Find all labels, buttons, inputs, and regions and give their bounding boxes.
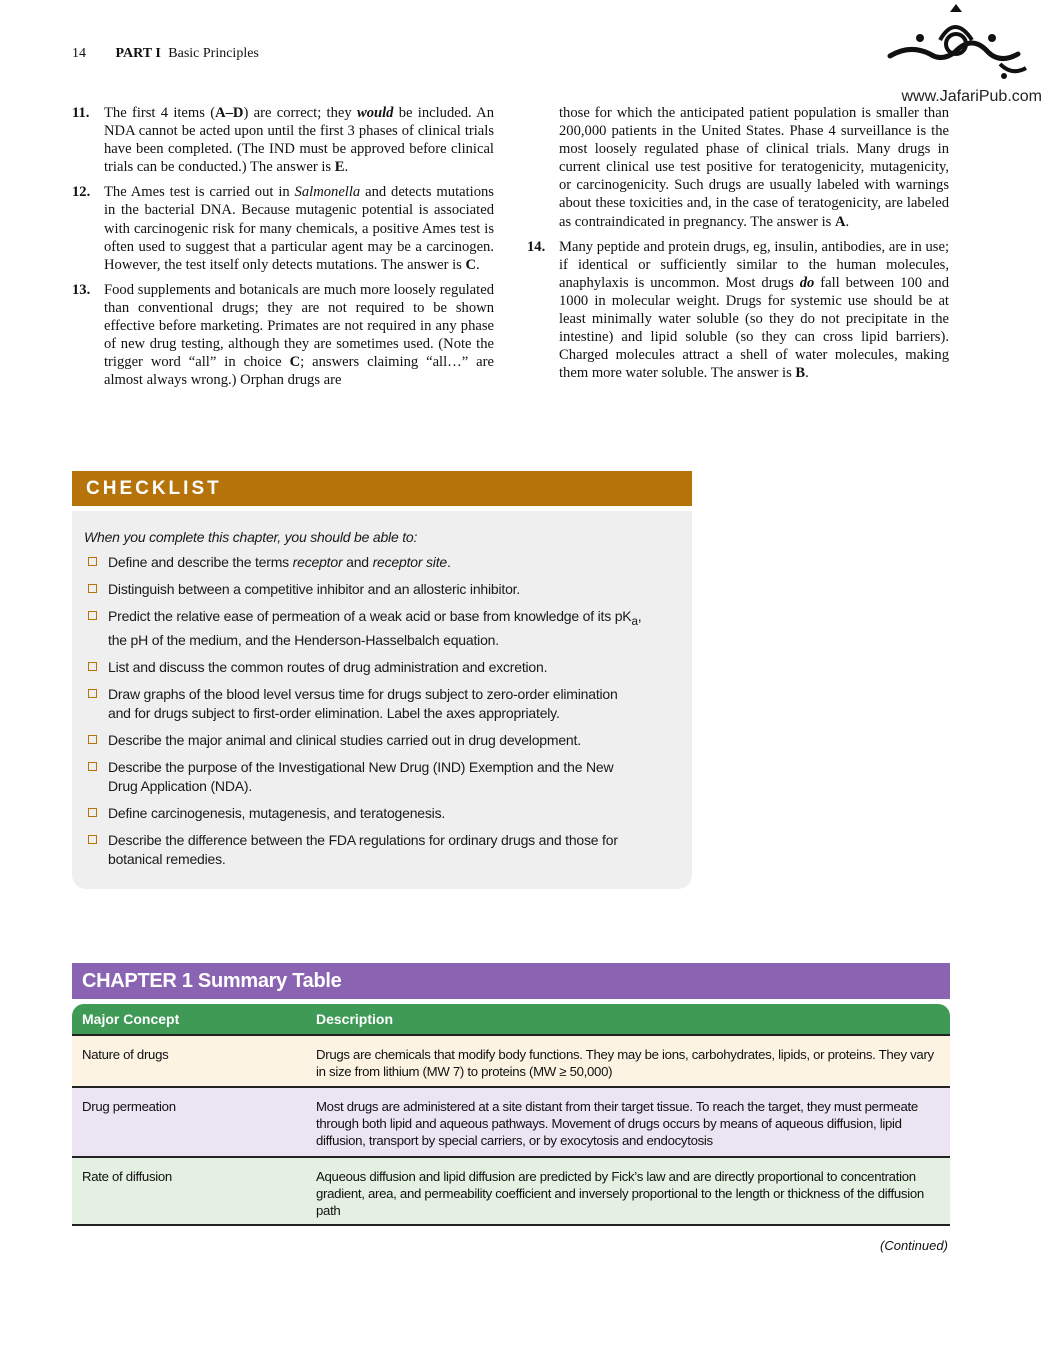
answer-number: 13. — [72, 281, 91, 298]
checkbox-icon — [88, 835, 97, 844]
table-row — [72, 1086, 950, 1156]
part-title: Basic Principles — [168, 46, 259, 61]
answer-number: 14. — [527, 238, 546, 255]
checklist-item-text: List and discuss the common routes of drug administration and excretion. — [108, 658, 548, 675]
checklist-item — [84, 553, 678, 572]
checklist-item — [84, 658, 678, 677]
checkbox-icon — [88, 762, 97, 771]
checklist-item-text: Describe the difference between the FDA regulations for ordinary drugs and those for botanical remedies. — [108, 831, 618, 867]
checklist-item-text: Describe the major animal and clinical studies carried out in drug development. — [108, 731, 581, 748]
answer-paragraph — [72, 183, 494, 273]
checklist-item-text: Draw graphs of the blood level versus time for drugs subject to zero-order elimination and for drugs subject to first-order elimination. Label the axes appropriately. — [108, 685, 618, 721]
checklist-items — [84, 553, 678, 869]
header-description: Description — [316, 1011, 394, 1027]
summary-table-header — [72, 1004, 950, 1034]
publisher-logo — [874, 4, 1044, 109]
row-concept: Rate of diffusion — [82, 1169, 172, 1184]
answer-number: 12. — [72, 184, 91, 201]
summary-table-title: CHAPTER 1 Summary Table — [72, 963, 950, 999]
row-concept: Nature of drugs — [82, 1047, 169, 1062]
checklist-item — [84, 685, 678, 723]
checkbox-icon — [88, 735, 97, 744]
checklist-item — [84, 804, 678, 823]
checkbox-icon — [88, 557, 97, 566]
checklist-item-text: Define and describe the terms receptor and receptor site. — [108, 554, 451, 570]
table-row — [72, 1034, 950, 1086]
checklist-item — [84, 731, 678, 750]
row-description: Aqueous diffusion and lipid diffusion are predicted by Fick’s law and are directly proportional to concentration gradient, area, and permeability coefficient and inversely proportional to the length or thickness of the diffusion path — [316, 1169, 924, 1218]
answer-paragraph — [72, 281, 494, 390]
checklist-item — [84, 831, 678, 869]
summary-table — [72, 1004, 950, 1226]
checklist-item — [84, 607, 678, 650]
header-major-concept: Major Concept — [82, 1011, 180, 1027]
checkbox-icon — [88, 584, 97, 593]
checklist-intro: When you complete this chapter, you should be able to: — [84, 529, 418, 545]
answer-text: those for which the anticipated patient population is smaller than 200,000 patients in the United States. Phase 4 surveillance is the most loosely regulated phase of clinical trials. Many drugs in current clinical use test positive for teratogenicity, mutagenicity, or carcinogenicity. Such drugs are usually labeled with warnings about these toxicities and, in the case of teratogenicity, are labeled as contraindicated in pregnancy. The answer is A. — [559, 105, 949, 230]
answer-paragraph — [527, 238, 949, 383]
answer-paragraph — [527, 104, 949, 231]
checkbox-icon — [88, 611, 97, 620]
page-number: 14 — [72, 46, 86, 61]
answer-text: The first 4 items (A–D) are correct; they would be included. An NDA cannot be acted upon until the first 3 phases of clinical trials have been completed. (The IND must be approved before clinical trials can be conducted.) The answer is E. — [104, 105, 495, 176]
row-description: Drugs are chemicals that modify body functions. They may be ions, carbohydrates, lipids, or proteins. They vary in size from lithium (MW 7) to proteins (MW ≥ 50,000) — [316, 1047, 934, 1079]
table-row — [72, 1156, 950, 1226]
running-header — [72, 46, 259, 62]
answer-text: Many peptide and protein drugs, eg, insulin, antibodies, are in use; if identical or sufficiently similar to the human molecules, anaphylaxis is uncommon. Most drugs do fall between 100 and 1000 in molecular weight. Drugs for systemic use should be at least minimally water soluble (so they do not precipitate in the intestine) and lipid soluble (so they can cross lipid barriers). Charged molecules attract a shell of water molecules, making them more water soluble. The answer is B. — [559, 238, 949, 382]
row-concept: Drug permeation — [82, 1099, 176, 1114]
checklist-title: CHECKLIST — [72, 471, 692, 506]
answers-left-column — [72, 104, 494, 396]
answer-text: Food supplements and botanicals are much more loosely regulated than conventional drugs; they are not required to be shown effective before marketing. Primates are not required in any phase of new drug testing, although they are sometimes used. (Note the trigger word “all” in choice C; answers claiming “all…” are almost always wrong.) Orphan drugs are — [104, 281, 494, 389]
publisher-url: www.JafariPub.com — [901, 88, 1042, 105]
checklist-item — [84, 580, 678, 599]
checklist-item-text: Distinguish between a competitive inhibitor and an allosteric inhibitor. — [108, 581, 521, 597]
checklist-panel — [72, 511, 692, 889]
row-description: Most drugs are administered at a site distant from their target tissue. To reach the target, they must permeate through both lipid and aqueous pathways. Movement of drugs occurs by means of aqueous diffusion, lipid diffusion, transport by special carriers, or by exocytosis and endocytosis — [316, 1099, 918, 1148]
part-label: PART I — [115, 46, 161, 61]
answers-right-column — [527, 104, 949, 389]
answer-text: The Ames test is carried out in Salmonella and detects mutations in the bacterial DNA. Because mutagenic potential is associated with carcinogenic risk for many chemicals, a positive Ames test is often used to suggest that a particular agent may be a carcinogen. However, the test itself only detects mutations. The answer is C. — [104, 184, 494, 273]
publisher-logo-mark — [880, 4, 1030, 86]
checklist-item-text: Predict the relative ease of permeation of a weak acid or base from knowledge of its $pK_a$, the pH of the medium, and the Henderson-Hasselbalch equation. — [108, 608, 642, 648]
continued-note: (Continued) — [880, 1238, 948, 1253]
checkbox-icon — [88, 662, 97, 671]
checkbox-icon — [88, 808, 97, 817]
answer-number: 11. — [72, 105, 90, 121]
checkbox-icon — [88, 689, 97, 698]
checklist-item-text: Define carcinogenesis, mutagenesis, and teratogenesis. — [108, 804, 446, 821]
checklist-item — [84, 758, 678, 796]
answer-paragraph — [72, 104, 494, 176]
checklist-item-text: Describe the purpose of the Investigational New Drug (IND) Exemption and the New Drug Application (NDA). — [108, 758, 614, 794]
